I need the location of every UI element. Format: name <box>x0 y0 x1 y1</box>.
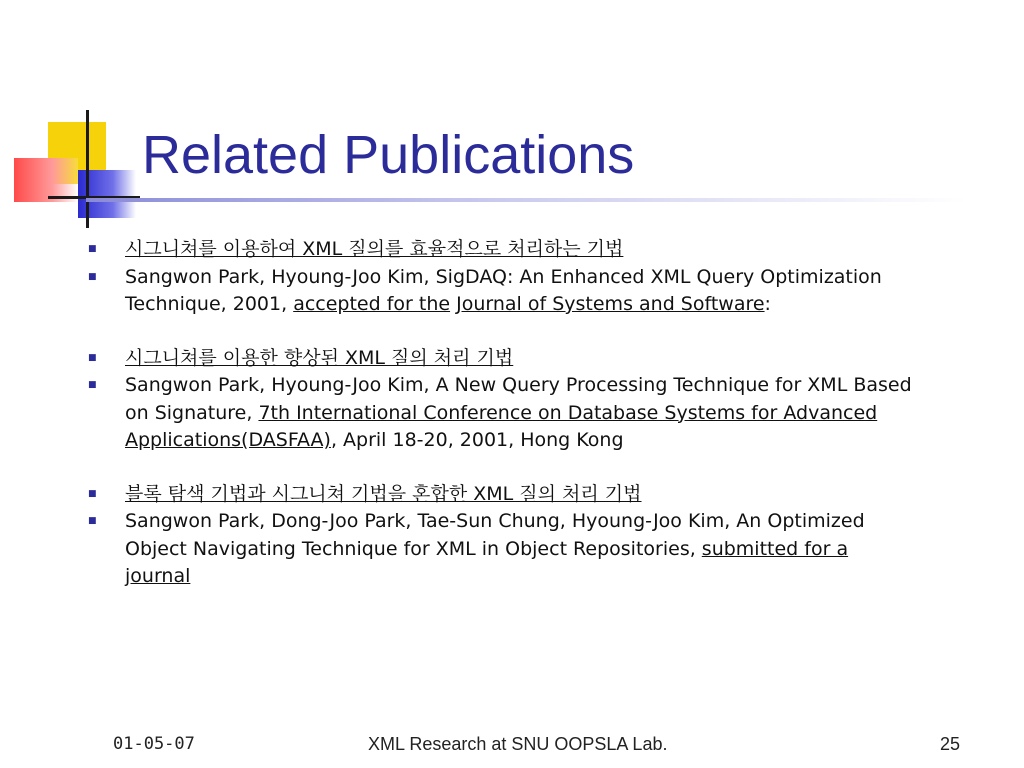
list-item <box>88 345 918 373</box>
square-bullet-icon: ■ <box>88 352 97 363</box>
slide-logo <box>0 0 150 240</box>
title-underline-rule <box>86 198 966 202</box>
list-item <box>88 481 918 509</box>
korean-title-link[interactable]: 시그니쳐를 이용하여 XML 질의를 효율적으로 처리하는 기법 <box>125 238 624 260</box>
square-bullet-icon: ■ <box>88 516 97 526</box>
square-bullet-icon: ■ <box>88 380 97 390</box>
citation-text: Sangwon Park, Hyoung-Joo Kim, A New Query Processing Technique for XML Based on Signature, 7th International Conference on Database Systems for Advanced Applications(DASFAA), April 18-20, 2001, Hong Kong <box>125 374 912 451</box>
square-bullet-icon: ■ <box>88 488 97 499</box>
list-item <box>88 508 918 591</box>
publication-list <box>88 236 918 591</box>
slide-title: Related Publications <box>142 125 635 185</box>
citation-text: Sangwon Park, Dong-Joo Park, Tae-Sun Chung, Hyoung-Joo Kim, An Optimized Object Navigating Technique for XML in Object Repositories, submitted for a journal <box>125 510 865 587</box>
square-bullet-icon: ■ <box>88 244 97 254</box>
conference-link[interactable]: 7th International Conference on Database Systems for Advanced Applications(DASFAA) <box>125 401 878 451</box>
logo-vertical-line <box>86 110 89 228</box>
submitted-link[interactable]: submitted for a journal <box>125 537 849 587</box>
korean-title-link[interactable]: 블록 탐색 기법과 시그니쳐 기법을 혼합한 XML 질의 처리 기법 <box>125 482 642 505</box>
korean-title-link[interactable]: 시그니쳐를 이용한 향상된 XML 질의 처리 기법 <box>125 346 514 369</box>
footer-date: 01-05-07 <box>113 734 195 754</box>
list-item <box>88 372 918 455</box>
list-item <box>88 236 918 264</box>
square-bullet-icon: ■ <box>88 271 97 282</box>
footer-center-text: XML Research at SNU OOPSLA Lab. <box>368 734 668 754</box>
list-item <box>88 264 918 319</box>
page-number: 25 <box>940 734 961 754</box>
slide-footer <box>0 734 1024 756</box>
journal-link[interactable]: Journal of Systems and Software <box>456 293 765 315</box>
citation-link[interactable]: accepted for the <box>293 293 451 315</box>
citation-text: Sangwon Park, Hyoung-Joo Kim, SigDAQ: An Enhanced XML Query Optimization Technique, 2001, accepted for the Journal of Systems and Software: <box>125 265 882 315</box>
